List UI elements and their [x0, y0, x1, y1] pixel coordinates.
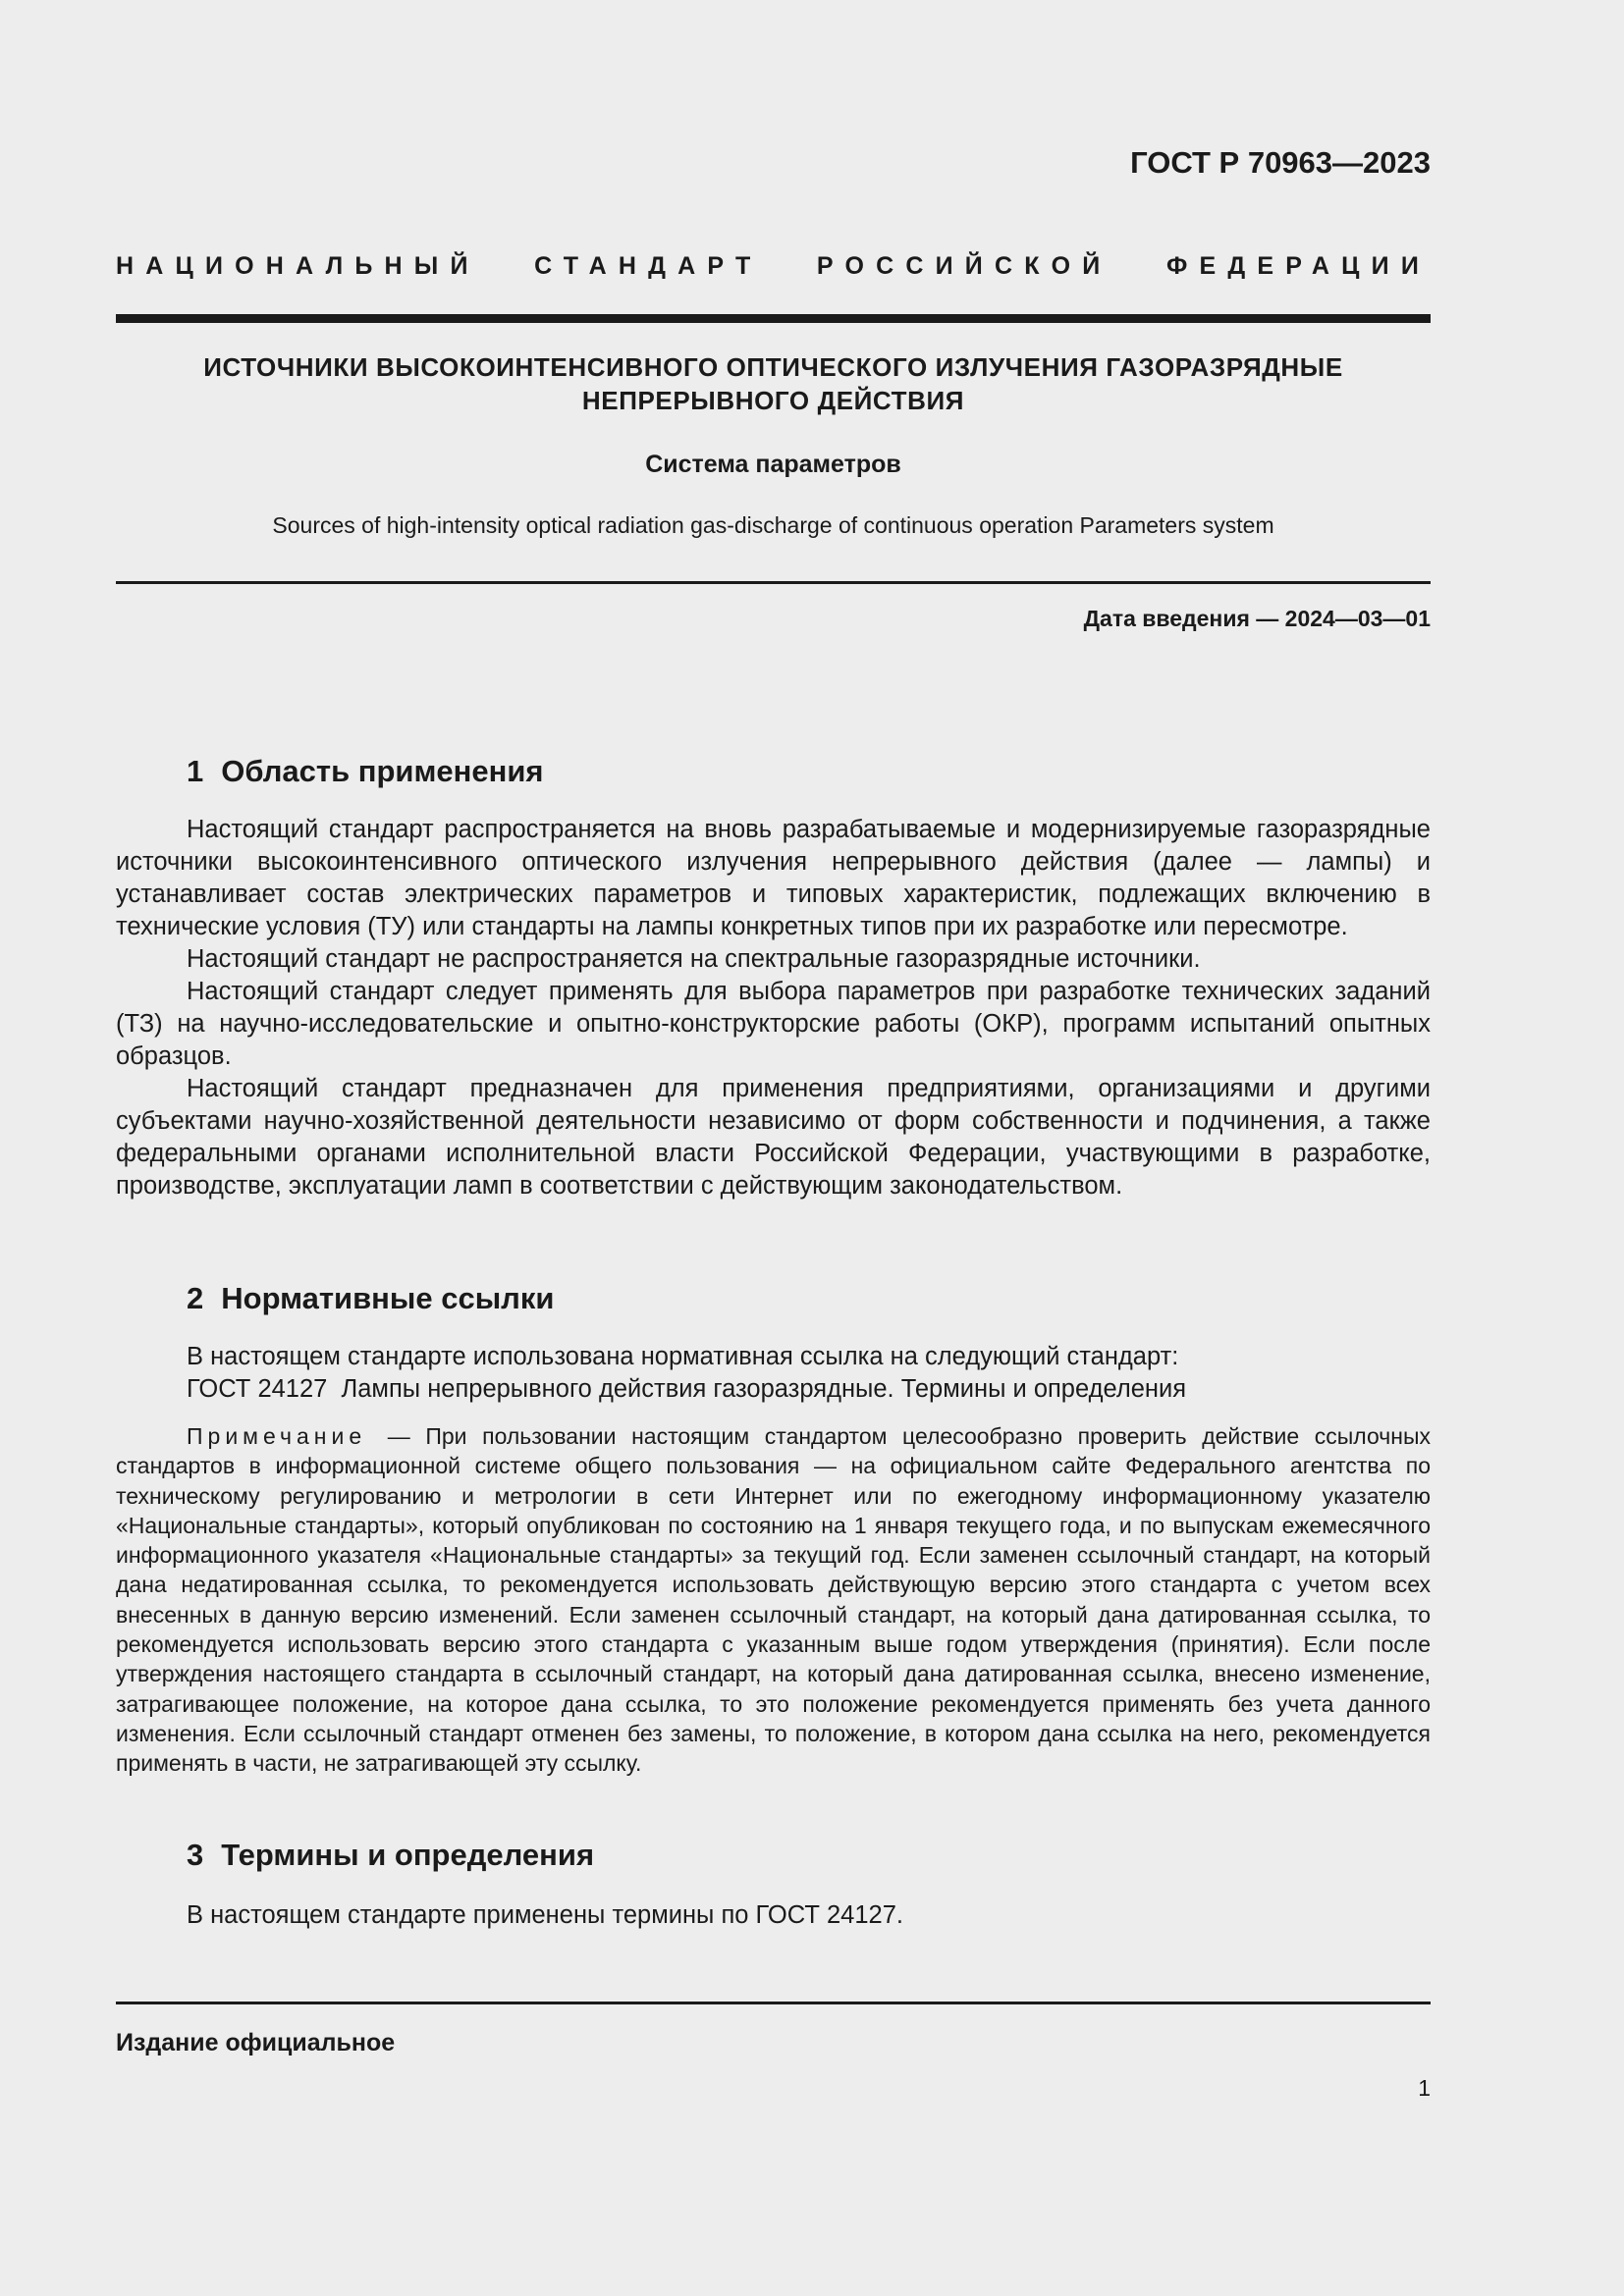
section-title: Область применения: [221, 754, 544, 788]
section-title: Термины и определения: [221, 1838, 595, 1872]
section-3-heading: [187, 1838, 594, 1873]
section-2-intro: В настоящем стандарте использована нормативная ссылка на следующий стандарт:: [187, 1343, 1179, 1370]
document-title-line-2: НЕПРЕРЫВНОГО ДЕЙСТВИЯ: [581, 386, 965, 415]
section-1-heading: [187, 754, 544, 789]
section-number: 1: [187, 754, 204, 788]
official-edition-label: Издание официальное: [116, 2029, 396, 2056]
paragraph: Настоящий стандарт следует применять для выбора параметров при разработке технических заданий (ТЗ) на научно-исследовательские и опытно-конструкторские работы (ОКР), программ испытаний опытных образцов.: [116, 978, 1431, 1070]
thick-divider: [116, 314, 1431, 323]
paragraph: Настоящий стандарт предназначен для применения предприятиями, организациями и другими субъектами научно-хозяйственной деятельности независимо от форм собственности и подчинения, а также федеральными органами исполнительной власти Российской Федерации, участвующими в разработке, производстве, эксплуатации ламп в соответствии с действующим законодательством.: [116, 1075, 1431, 1200]
title-divider: [116, 581, 1431, 584]
gost-code: ГОСТ Р 70963—2023: [1130, 145, 1431, 180]
section-number: 3: [187, 1838, 204, 1872]
section-2-heading: [187, 1281, 554, 1316]
paragraph: Настоящий стандарт не распространяется на спектральные газоразрядные источники.: [187, 945, 1201, 973]
section-number: 2: [187, 1281, 204, 1315]
section-3-text: В настоящем стандарте применены термины по ГОСТ 24127.: [187, 1901, 903, 1929]
note-label: Примечание: [187, 1423, 367, 1449]
section-1-body: [116, 814, 1431, 1202]
note: [116, 1421, 1431, 1779]
page-number: 1: [1418, 2075, 1431, 2101]
introduction-date: Дата введения — 2024—03—01: [1083, 606, 1431, 631]
national-standard-banner: НАЦИОНАЛЬНЫЙ СТАНДАРТ РОССИЙСКОЙ ФЕДЕРАЦИИ: [116, 252, 1431, 280]
english-title: Sources of high-intensity optical radiation gas-discharge of continuous operation Parameters system: [272, 512, 1274, 538]
note-text: — При пользовании настоящим стандартом целесообразно проверить действие ссылочных стандартов в информационной системе общего пользования — на официальном сайте Федерального агентства по техническому регулированию и метрологии в сети Интернет или по ежегодному информационному указателю «Национальные стандарты», который опубликован по состоянию на 1 января текущего года, и по выпускам ежемесячного информационного указателя «Национальные стандарты» за текущий год. Если заменен ссылочный стандарт, на который дана недатированная ссылка, то рекомендуется использовать действующую версию этого стандарта с учетом всех внесенных в данную версию изменений. Если заменен ссылочный стандарт, на который дана датированная ссылка, то рекомендуется использовать версию этого стандарта с указанным выше годом утверждения (принятия). Если после утверждения настоящего стандарта в ссылочный стандарт, на который дана датированная ссылка, внесено изменение, затрагивающее положение, на которое дана ссылка, то это положение рекомендуется применять без учета данного изменения. Если ссылочный стандарт отменен без замены, то положение, в котором дана ссылка на него, рекомендуется применять в части, не затрагивающей эту ссылку.: [116, 1423, 1431, 1777]
document-title-line-1: ИСТОЧНИКИ ВЫСОКОИНТЕНСИВНОГО ОПТИЧЕСКОГО ИЗЛУЧЕНИЯ ГАЗОРАЗРЯДНЫЕ: [203, 352, 1343, 382]
paragraph: Настоящий стандарт распространяется на вновь разрабатываемые и модернизируемые газоразрядные источники высокоинтенсивного оптического излучения непрерывного действия (далее — лампы) и устанавливает состав электрических параметров и типовых характеристик, подлежащих включению в технические условия (ТУ) или стандарты на лампы конкретных типов при их разработке или пересмотре.: [116, 816, 1431, 940]
section-title: Нормативные ссылки: [221, 1281, 555, 1315]
footer-divider: [116, 2002, 1431, 2004]
document-title: [116, 350, 1431, 417]
normative-reference: ГОСТ 24127 Лампы непрерывного действия газоразрядные. Термины и определения: [187, 1375, 1187, 1403]
document-subtitle: Система параметров: [645, 451, 901, 478]
